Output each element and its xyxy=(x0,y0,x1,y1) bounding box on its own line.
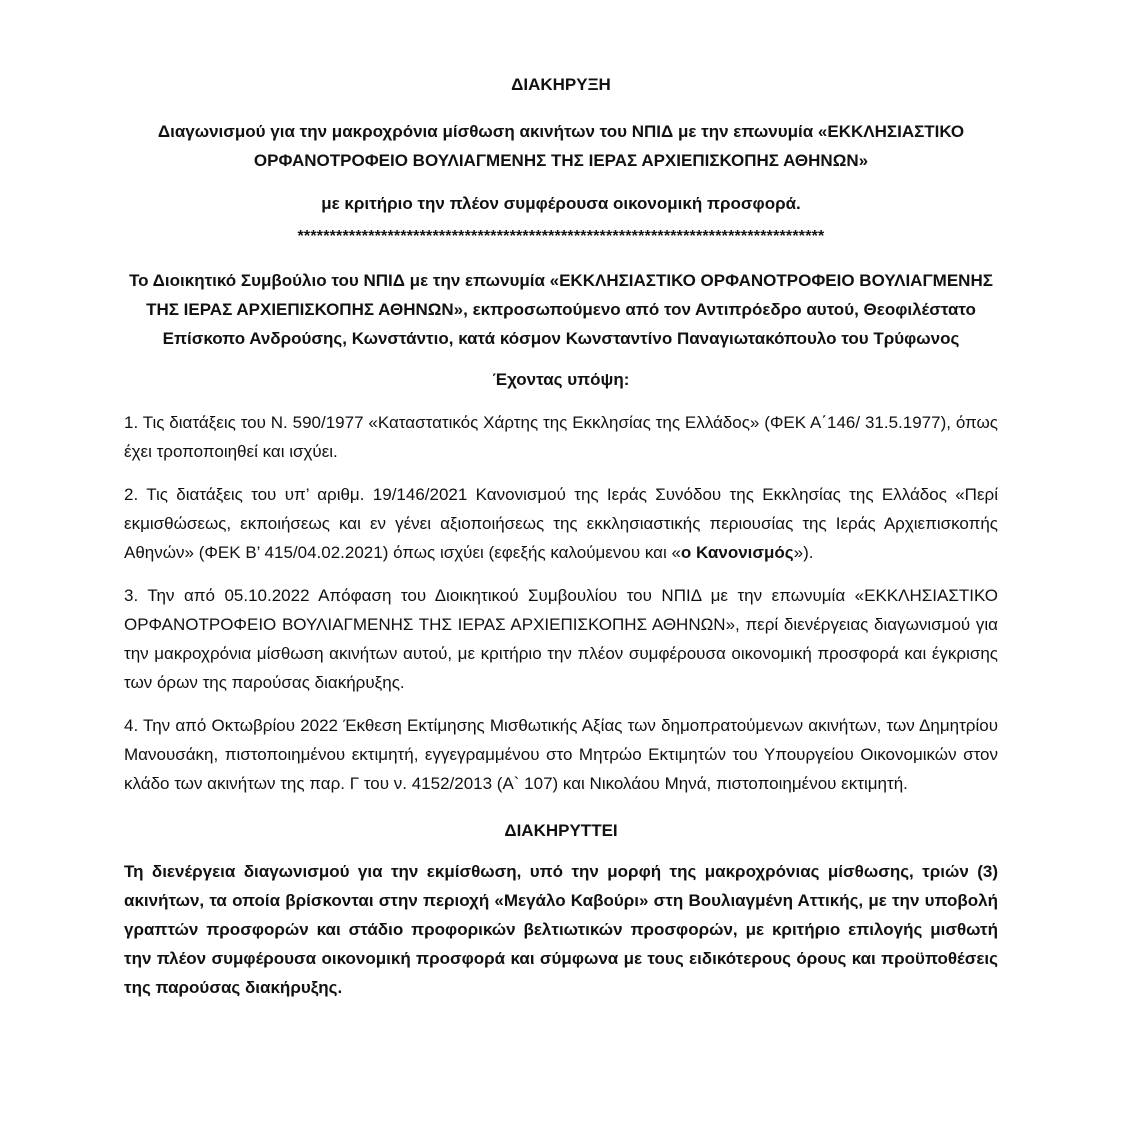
considering-heading: Έχοντας υπόψη: xyxy=(492,370,630,389)
item-1: 1. Τις διατάξεις του Ν. 590/1977 «Καταστατικός Χάρτης της Εκκλησίας της Ελλάδος» (ΦΕΚ Α΄146/ 31.5.1977), όπως έχει τροποποιηθεί και ισχύει. xyxy=(124,413,998,461)
board-intro: Το Διοικητικό Συμβούλιο του ΝΠΙΔ με την επωνυμία «ΕΚΚΛΗΣΙΑΣΤΙΚΟ ΟΡΦΑΝΟΤΡΟΦΕΙΟ ΒΟΥΛΙΑΓΜΕΝΗΣ ΤΗΣ ΙΕΡΑΣ ΑΡΧΙΕΠΙΣΚΟΠΗΣ ΑΘΗΝΩΝ», εκπροσωπούμενο από τον Αντιπρόεδρο αυτού, Θεοφιλέστατο Επίσκοπο Ανδρούσης, Κωνστάντιο, κατά κόσμον Κωνσταντίνο Παναγιωτακόπουλο του Τρύφωνος xyxy=(129,271,993,348)
item-2 xyxy=(124,480,998,567)
item-2-bold: ο Κανονισμός xyxy=(680,543,794,562)
item-4: 4. Την από Οκτωβρίου 2022 Έκθεση Εκτίμησης Μισθωτικής Αξίας των δημοπρατούμενων ακινήτων, των Δημητρίου Μανουσάκη, πιστοποιημένου εκτιμητή, εγγεγραμμένου στο Μητρώο Εκτιμητών του Υπουργείου Οικονομικών στον κλάδο των ακινήτων της παρ. Γ του ν. 4152/2013 (Α` 107) και Νικολάου Μηνά, πιστοποιημένου εκτιμητή. xyxy=(124,716,998,793)
document-title: ΔΙΑΚΗΡΥΞΗ xyxy=(511,75,611,94)
final-paragraph: Τη διενέργεια διαγωνισμού για την εκμίσθωση, υπό την μορφή της μακροχρόνιας μίσθωσης, τριών (3) ακινήτων, τα οποία βρίσκονται στην περιοχή «Μεγάλο Καβούρι» στη Βουλιαγμένη Αττικής, με την υποβολή γραπτών προσφορών και στάδιο προφορικών βελτιωτικών προσφορών, με κριτήριο επιλογής μισθωτή την πλέον συμφέρουσα οικονομική προσφορά και σύμφωνα με τους ειδικότερους όρους και προϋποθέσεις της παρούσας διακήρυξης. xyxy=(124,862,998,997)
item-2-tail: »). xyxy=(793,543,814,562)
separator-line: ********************************************************************************** xyxy=(297,228,825,245)
award-criterion: με κριτήριο την πλέον συμφέρουσα οικονομική προσφορά. xyxy=(321,194,801,213)
declares-heading: ΔΙΑΚΗΡΥΤΤΕΙ xyxy=(504,821,618,840)
document-subtitle: Διαγωνισμού για την μακροχρόνια μίσθωση ακινήτων του ΝΠΙΔ με την επωνυμία «ΕΚΚΛΗΣΙΑΣΤΙΚΟ ΟΡΦΑΝΟΤΡΟΦΕΙΟ ΒΟΥΛΙΑΓΜΕΝΗΣ ΤΗΣ ΙΕΡΑΣ ΑΡΧΙΕΠΙΣΚΟΠΗΣ ΑΘΗΝΩΝ» xyxy=(157,122,965,170)
item-2-text: 2. Τις διατάξεις του υπ’ αριθμ. 19/146/2021 Κανονισμού της Ιεράς Συνόδου της Εκκλησίας της Ελλάδος «Περί εκμισθώσεως, εκποιήσεως και εν γένει αξιοποιήσεως της εκκλησιαστικής περιουσίας της Ιεράς Αρχιεπισκοπής Αθηνών» (ΦΕΚ Β’ 415/04.02.2021) όπως ισχύει (εφεξής καλούμενου και « xyxy=(124,485,998,562)
document-page xyxy=(124,70,998,1002)
item-3: 3. Την από 05.10.2022 Απόφαση του Διοικητικού Συμβουλίου του ΝΠΙΔ με την επωνυμία «ΕΚΚΛΗΣΙΑΣΤΙΚΟ ΟΡΦΑΝΟΤΡΟΦΕΙΟ ΒΟΥΛΙΑΓΜΕΝΗΣ ΤΗΣ ΙΕΡΑΣ ΑΡΧΙΕΠΙΣΚΟΠΗΣ ΑΘΗΝΩΝ», περί διενέργειας διαγωνισμού για την μακροχρόνια μίσθωση ακινήτων αυτού, με κριτήριο την πλέον συμφέρουσα οικονομική προσφορά και έγκρισης των όρων της παρούσας διακήρυξης. xyxy=(124,586,998,692)
